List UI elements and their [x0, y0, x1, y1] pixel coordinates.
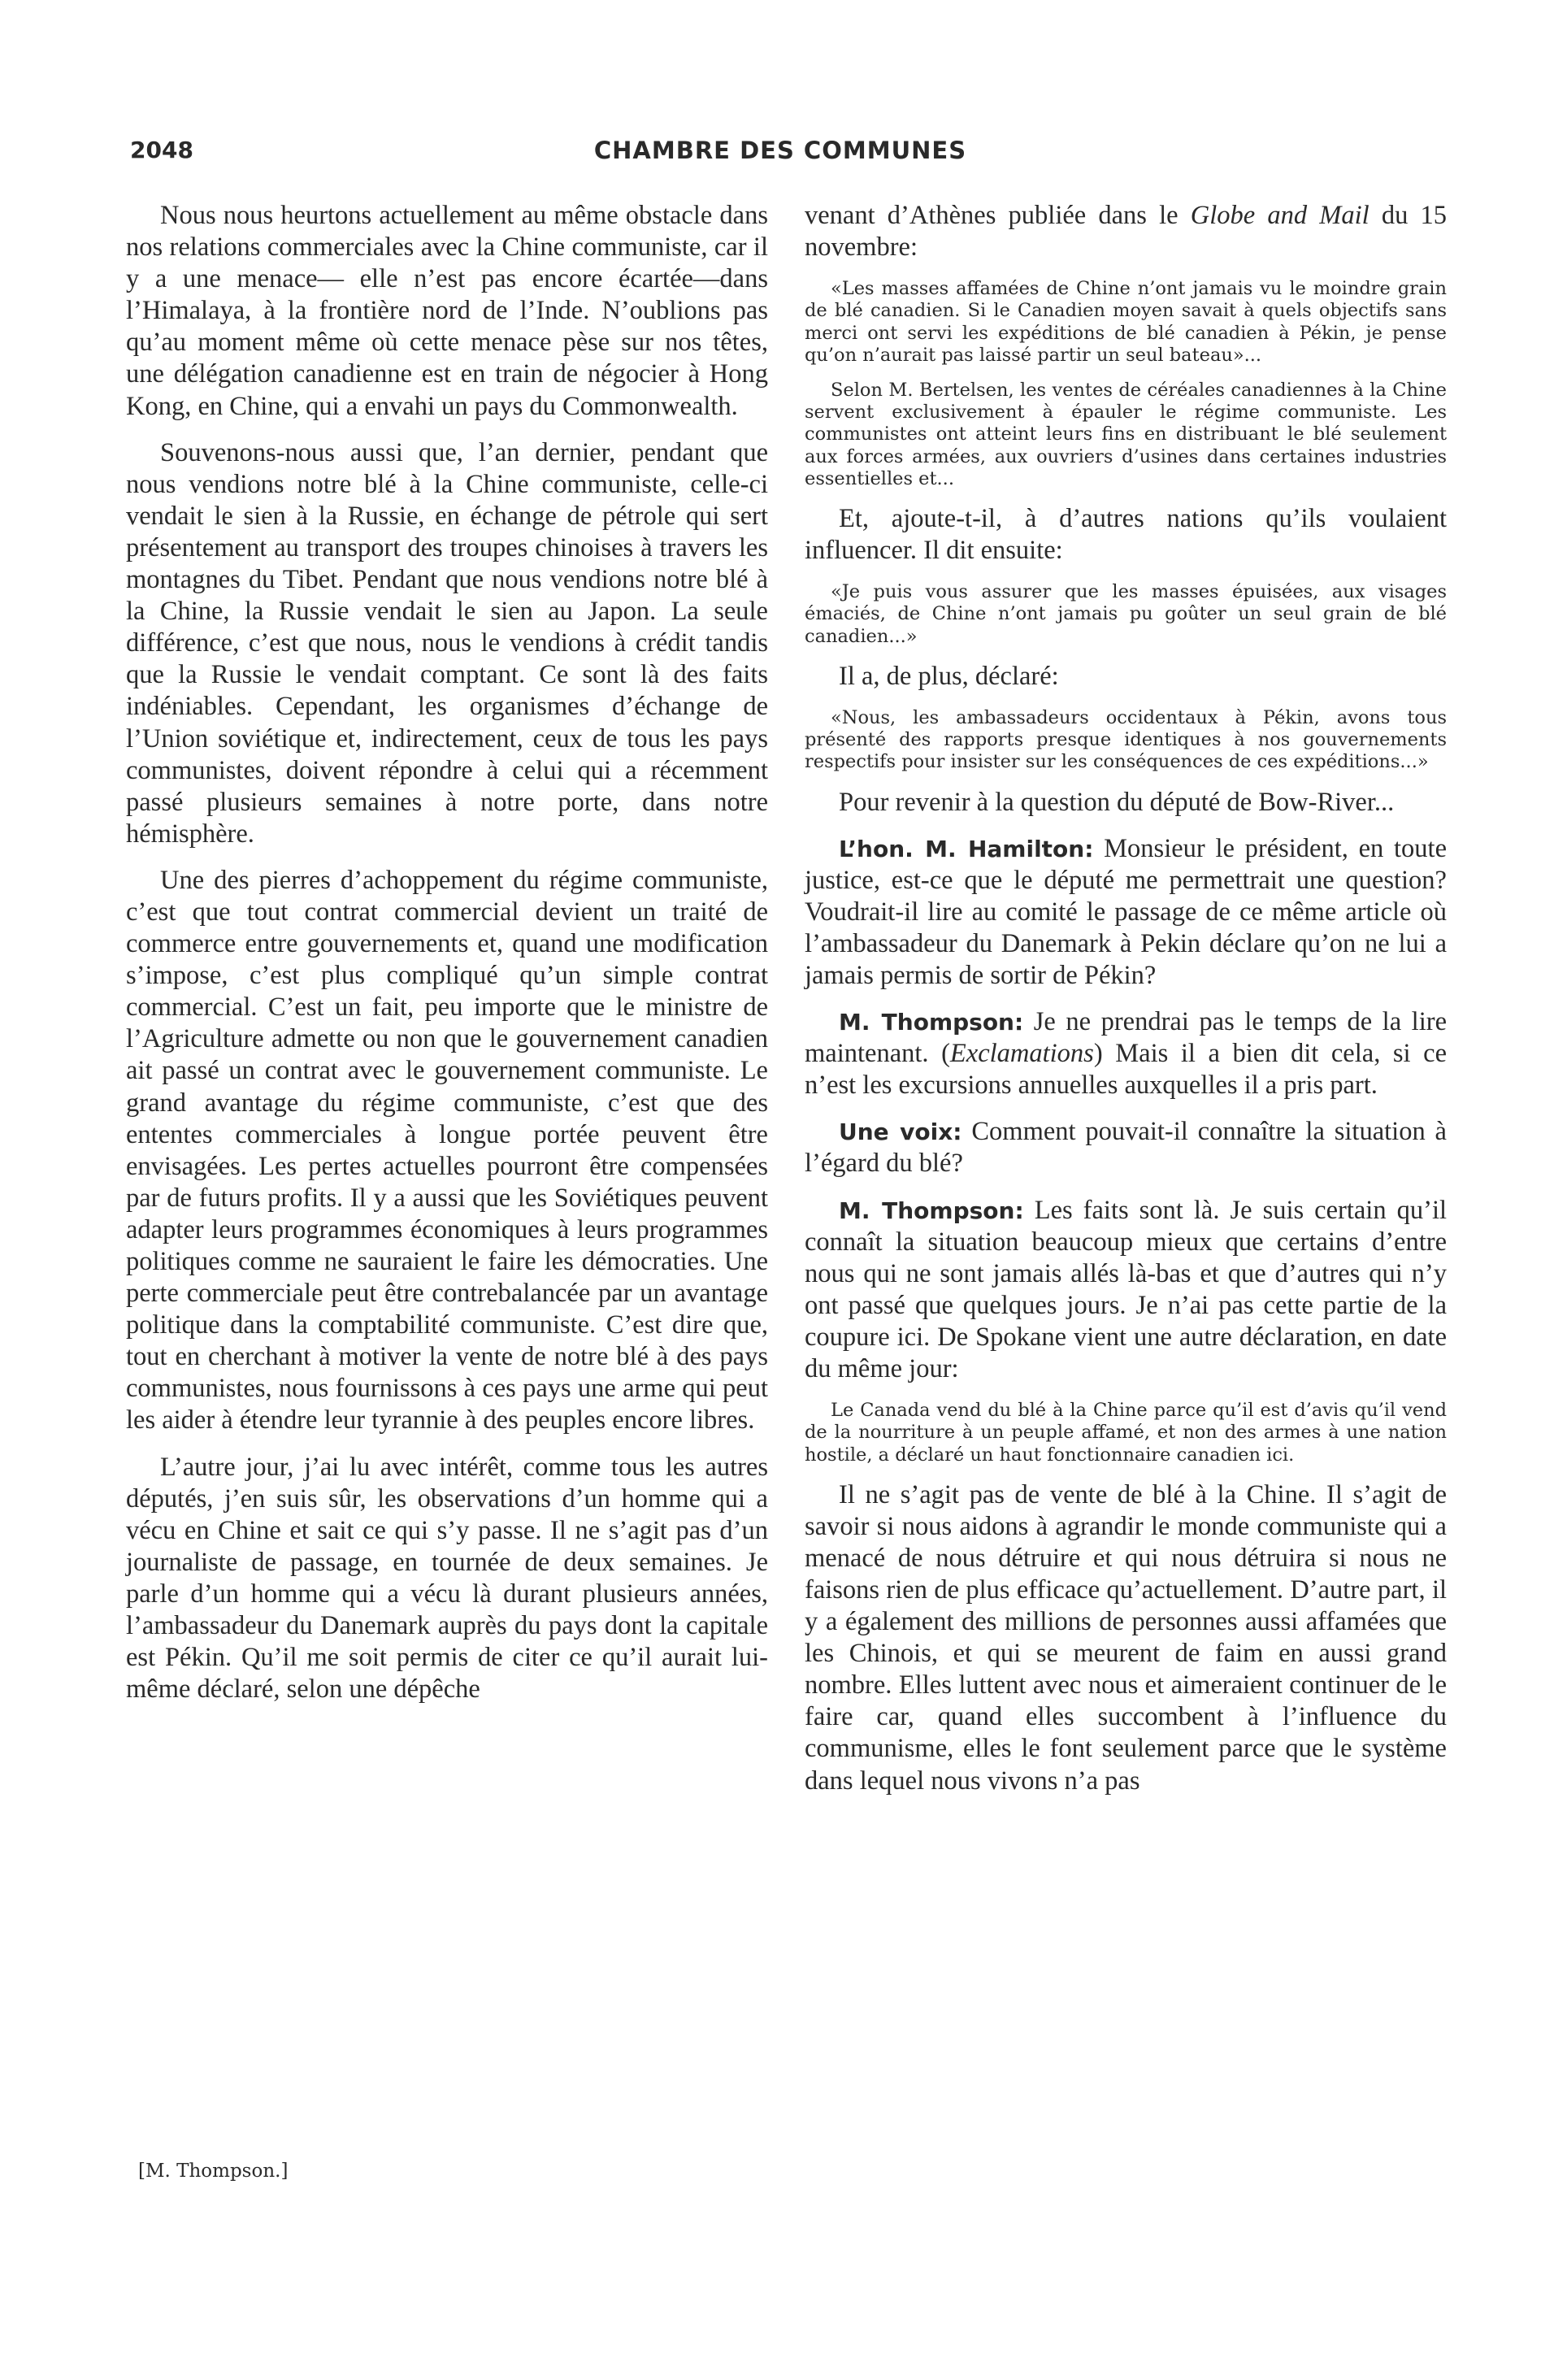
page-header	[122, 137, 1439, 177]
speech-text: Les faits sont là. Je suis certain qu’il connaît la situation beaucoup mieux que certains d’entre nous qui ne sont jamais allés là-bas et que d’autres qui n’y ont passé que quelques jours. Je n’ai pas cette partie de la coupure ici. De Spokane vient une autre déclaration, en date du même jour:	[805, 1195, 1447, 1384]
exclamations-note: Exclamations	[949, 1039, 1094, 1069]
block-quote: «Je puis vous assurer que les masses épuisées, aux visages émaciés, de Chine n’ont jamais pu goûter un seul grain de blé canadien...»	[805, 581, 1447, 647]
paragraph: Il ne s’agit pas de vente de blé à la Chine. Il s’agit de savoir si nous aidons à agrandir le monde communiste qui a menacé de nous détruire et qui nous détruira si nous ne faisons rien de plus efficace qu’actuellement. D’autre part, il y a également des millions de personnes aussi affamées que les Chinois, et qui se meurent de faim en aussi grand nombre. Elles luttent avec nous et aimeraient continuer de le faire car, quand elles succombent à l’influence du communisme, elles le font seulement parce que le système dans lequel nous vivons n’a pas	[805, 1479, 1447, 1796]
paragraph: Une des pierres d’achoppement du régime communiste, c’est que tout contrat commercial devient un traité de commerce entre gouvernements et, quand une modification s’impose, c’est plus compliqué qu’un simple contrat commercial. C’est un fait, peu importe que le ministre de l’Agriculture admette ou non que le gouvernement canadien ait passé un contrat avec le gouvernement communiste. Le grand avantage du régime communiste, c’est que des ententes commerciales à longue portée peuvent être envisagées. Les pertes actuelles pourront être compensées par de futurs profits. Il y a aussi que les Soviétiques peuvent adapter leurs programmes économiques à leurs programmes politiques comme ne sauraient le faire les démocraties. Une perte commerciale peut être contrebalancée par un avantage politique dans la comptabilité communiste. C’est dire que, tout en cherchant à motiver la vente de notre blé à des pays communistes, nous fournissons à ces pays une arme qui peut les aider à étendre leur tyrannie à des peuples encore libres.	[126, 865, 768, 1435]
paragraph: Et, ajoute-t-il, à d’autres nations qu’ils voulaient influencer. Il dit ensuite:	[805, 504, 1447, 566]
paragraph: L’autre jour, j’ai lu avec intérêt, comme tous les autres députés, j’en suis sûr, les observations d’un homme qui a vécu en Chine et sait ce qui s’y passe. Il ne s’agit pas d’un journaliste de passage, en tournée de deux semaines. Je parle d’un homme qui a vécu là durant plusieurs années, l’ambassadeur du Danemark auprès du pays dont la capitale est Pékin. Qu’il me soit permis de citer ce qu’il aurait lui-même déclaré, selon une dépêche	[126, 1452, 768, 1705]
paragraph	[805, 200, 1447, 263]
speech-text: Je ne prendrai pas le temps de la lire maintenant. (	[805, 1007, 1447, 1069]
speaker-name: Une voix:	[839, 1118, 962, 1146]
page-number: 2048	[130, 137, 193, 163]
paragraph: Pour revenir à la question du député de Bow-River...	[839, 787, 1395, 817]
newspaper-title: Globe and Mail	[1190, 201, 1370, 230]
speech-text: ) Mais il a bien dit cela, si ce n’est les excursions annuelles auxquelles il a pris part.	[805, 1039, 1447, 1101]
speech-text: Comment pouvait-il connaître la situation à l’égard du blé?	[805, 1117, 1447, 1179]
running-head: CHAMBRE DES COMMUNES	[593, 137, 967, 164]
text-run: du 15 novembre:	[805, 201, 1447, 263]
paragraph: Souvenons-nous aussi que, l’an dernier, pendant que nous vendions notre blé à la Chine communiste, celle-ci vendait le sien à la Russie, en échange de pétrole qui sert présentement au transport des troupes chinoises à travers les montagnes du Tibet. Pendant que nous vendions notre blé à la Chine, la Russie vendait le sien au Japon. La seule différence, c’est que nous, nous le vendions à crédit tandis que la Russie le vendait comptant. Ce sont là des faits indéniables. Cependant, les organismes d’échange de l’Union soviétique et, indirectement, ceux de tous les pays communistes, doivent répondre à celui qui a récemment passé plusieurs semaines à notre porte, dans notre hémisphère.	[126, 437, 768, 849]
paragraph: Nous nous heurtons actuellement au même obstacle dans nos relations commerciales avec la Chine communiste, car il y a une menace— elle n’est pas encore écartée—dans l’Himalaya, à la frontière nord de l’Inde. N’oublions pas qu’au moment même où cette menace pèse sur nos têtes, une délégation canadienne est en train de négocier à Hong Kong, en Chine, qui a envahi un pays du Commonwealth.	[126, 201, 768, 421]
text-run: venant d’Athènes publiée dans le	[805, 201, 1191, 230]
speech-thompson	[805, 1006, 1447, 1101]
speech-text: Monsieur le président, en toute justice, est-ce que le député me permettrait une question? Voudrait-il lire au comité le passage de ce même article où l’ambassadeur du Danemark à Pekin déclare qu’on ne lui a jamais permis de sortir de Pékin?	[805, 833, 1447, 990]
block-quote: Le Canada vend du blé à la Chine parce qu’il est d’avis qu’il vend de la nourriture à un peuple affamé, et non des armes à une nation hostile, a déclaré un haut fonctionnaire canadien ici.	[805, 1400, 1447, 1466]
speaker-footer: [M. Thompson.]	[138, 2161, 289, 2182]
block-quote: «Les masses affamées de Chine n’ont jamais vu le moindre grain de blé canadien. Si le Canadien moyen savait à quels objectifs sans merci ont servi les expéditions de blé canadien à Pékin, je pense qu’on n’aurait pas laissé partir un seul bateau»...	[805, 278, 1447, 366]
speaker-name: M. Thompson:	[839, 1009, 1024, 1036]
right-column	[805, 200, 1447, 1812]
speaker-name: L’hon. M. Hamilton:	[839, 835, 1094, 862]
speech-voice	[805, 1116, 1447, 1179]
block-quote: Selon M. Bertelsen, les ventes de céréales canadiennes à la Chine servent exclusivement à épauler le régime communiste. Les communistes ont atteint leurs fins en distribuant le blé seulement aux forces armées, aux ouvriers d’usines dans certaines industries essentielles et...	[805, 380, 1447, 489]
left-column	[126, 200, 768, 1720]
paragraph: Il a, de plus, déclaré:	[839, 661, 1059, 691]
speech-thompson	[805, 1195, 1447, 1386]
speech-hamilton	[805, 833, 1447, 992]
block-quote: «Nous, les ambassadeurs occidentaux à Pékin, avons tous présenté des rapports presque identiques à nos gouvernements respectifs pour insister sur les conséquences de ces expéditions...»	[805, 706, 1447, 773]
speaker-name: M. Thompson:	[839, 1197, 1024, 1224]
